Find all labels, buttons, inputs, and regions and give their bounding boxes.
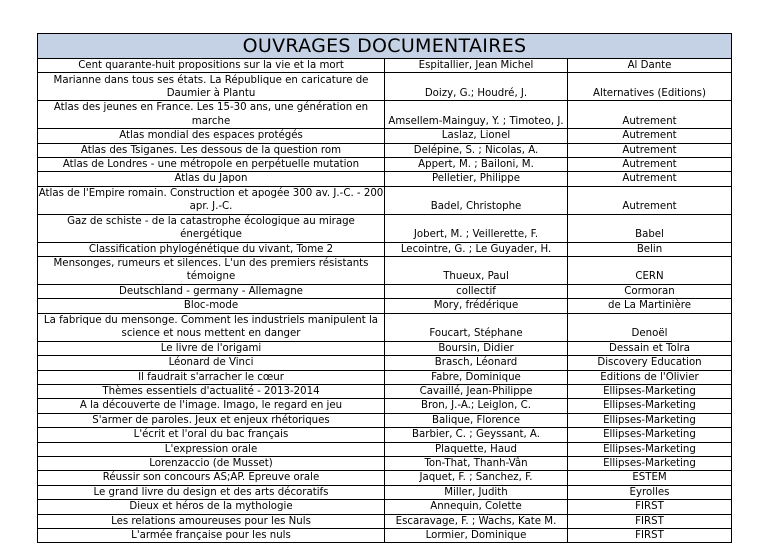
author-cell: Boursin, Didier	[385, 341, 568, 355]
book-title-cell: Atlas de Londres - une métropole en perpétuelle mutation	[38, 158, 385, 172]
table-row	[38, 456, 732, 470]
author-cell: Barbier, C. ; Geyssant, A.	[385, 428, 568, 442]
author-cell: Ton-That, Thanh-Vân	[385, 456, 568, 470]
table-row	[38, 59, 732, 73]
book-title-cell: Mensonges, rumeurs et silences. L'un des premiers résistants témoigne	[38, 257, 385, 285]
publisher-cell: Al Dante	[568, 59, 732, 73]
author-cell: Amsellem-Mainguy, Y. ; Timoteo, J.	[385, 101, 568, 129]
publisher-cell: Belin	[568, 242, 732, 256]
table-row	[38, 313, 732, 341]
book-title-cell: Atlas des Tsiganes. Les dessous de la question rom	[38, 143, 385, 157]
publisher-cell: FIRST	[568, 514, 732, 528]
table-row	[38, 186, 732, 214]
author-cell: Jaquet, F. ; Sanchez, F.	[385, 471, 568, 485]
publisher-cell: Editions de l'Olivier	[568, 370, 732, 384]
table-row	[38, 158, 732, 172]
table-row	[38, 442, 732, 456]
book-title-cell: Le grand livre du design et des arts décoratifs	[38, 485, 385, 499]
book-list-table	[37, 33, 732, 543]
table-row	[38, 500, 732, 514]
author-cell: Appert, M. ; Bailoni, M.	[385, 158, 568, 172]
book-title-cell: Classification phylogénétique du vivant, Tome 2	[38, 242, 385, 256]
table-row	[38, 384, 732, 398]
book-title-cell: Atlas de l'Empire romain. Construction et apogée 300 av. J.-C. - 200 apr. J.-C.	[38, 188, 384, 213]
publisher-cell: Discovery Education	[568, 356, 732, 370]
book-title-cell: Bloc-mode	[38, 299, 385, 313]
book-title-cell: Lorenzaccio (de Musset)	[38, 456, 385, 470]
publisher-cell: Ellipses-Marketing	[568, 399, 732, 413]
book-title-cell: L'écrit et l'oral du bac français	[38, 428, 385, 442]
publisher-cell: Autrement	[568, 172, 732, 186]
author-cell: Cavaillé, Jean-Philippe	[385, 384, 568, 398]
author-cell: Escaravage, F. ; Wachs, Kate M.	[385, 514, 568, 528]
author-cell: Thueux, Paul	[385, 257, 568, 285]
author-cell: Bron, J.-A.; Leiglon, C.	[385, 399, 568, 413]
book-title-cell: La fabrique du mensonge. Comment les industriels manipulent la science et nous mettent en danger	[38, 313, 385, 341]
publisher-cell: CERN	[568, 257, 732, 285]
book-title-cell: Cent quarante-huit propositions sur la vie et la mort	[38, 59, 385, 73]
header-row	[38, 34, 732, 59]
publisher-cell: Autrement	[568, 143, 732, 157]
publisher-cell: ESTEM	[568, 471, 732, 485]
table-row	[38, 399, 732, 413]
book-title-cell: Gaz de schiste - de la catastrophe écologique au mirage énergétique	[38, 214, 385, 242]
author-cell: Lormier, Dominique	[385, 528, 568, 542]
author-cell: Pelletier, Philippe	[385, 172, 568, 186]
book-title-cell: Les relations amoureuses pour les Nuls	[38, 514, 385, 528]
book-title-cell: Marianne dans tous ses états. La République en caricature de Daumier à Plantu	[38, 73, 385, 101]
author-cell: Plaquette, Haud	[385, 442, 568, 456]
author-cell: Lecointre, G. ; Le Guyader, H.	[385, 242, 568, 256]
book-title-cell: Deutschland - germany - Allemagne	[38, 284, 385, 298]
book-title-cell: L'armée française pour les nuls	[38, 528, 385, 542]
publisher-cell: Dessain et Tolra	[568, 341, 732, 355]
book-list-body	[38, 34, 732, 543]
publisher-cell: FIRST	[568, 500, 732, 514]
publisher-cell: Ellipses-Marketing	[568, 413, 732, 427]
author-cell: Brasch, Léonard	[385, 356, 568, 370]
table-row	[38, 413, 732, 427]
author-cell: Espitallier, Jean Michel	[385, 59, 568, 73]
publisher-cell: Ellipses-Marketing	[568, 456, 732, 470]
author-cell: Laslaz, Lionel	[385, 129, 568, 143]
book-title-cell: Réussir son concours AS;AP. Epreuve orale	[38, 471, 385, 485]
book-title-cell: Atlas des jeunes en France. Les 15-30 ans, une génération en marche	[38, 101, 385, 129]
publisher-cell: Ellipses-Marketing	[568, 384, 732, 398]
book-title-cell: Thèmes essentiels d'actualité - 2013-2014	[38, 384, 385, 398]
publisher-cell: Autrement	[568, 129, 732, 143]
publisher-cell: Babel	[568, 214, 732, 242]
author-cell: Fabre, Dominique	[385, 370, 568, 384]
sheet-title: OUVRAGES DOCUMENTAIRES	[38, 34, 732, 59]
publisher-cell: Eyrolles	[568, 485, 732, 499]
table-row	[38, 242, 732, 256]
table-row	[38, 299, 732, 313]
publisher-cell: Autrement	[568, 158, 732, 172]
table-row	[38, 428, 732, 442]
table-row	[38, 471, 732, 485]
book-title-cell: Dieux et héros de la mythologie	[38, 500, 385, 514]
publisher-cell: Cormoran	[568, 284, 732, 298]
publisher-cell: Denoël	[568, 313, 732, 341]
author-cell: Badel, Christophe	[385, 186, 568, 214]
table-row	[38, 101, 732, 129]
author-cell: Balique, Florence	[385, 413, 568, 427]
book-title-cell: Le livre de l'origami	[38, 341, 385, 355]
table-row	[38, 214, 732, 242]
author-cell: Annequin, Colette	[385, 500, 568, 514]
author-cell: Miller, Judith	[385, 485, 568, 499]
author-cell: Mory, frédérique	[385, 299, 568, 313]
table-row	[38, 172, 732, 186]
book-title-cell: S'armer de paroles. Jeux et enjeux rhétoriques	[38, 413, 385, 427]
author-cell: Doizy, G.; Houdré, J.	[385, 73, 568, 101]
table-row	[38, 528, 732, 542]
publisher-cell: Autrement	[568, 186, 732, 214]
book-title-cell: Léonard de Vinci	[38, 356, 385, 370]
book-title-cell: Atlas du Japon	[38, 172, 385, 186]
author-cell: Delépine, S. ; Nicolas, A.	[385, 143, 568, 157]
table-row	[38, 370, 732, 384]
table-row	[38, 284, 732, 298]
table-row	[38, 143, 732, 157]
book-title-cell: A la découverte de l'image. Imago, le regard en jeu	[38, 399, 385, 413]
publisher-cell: Alternatives (Editions)	[568, 73, 732, 101]
book-title-cell: L'expression orale	[38, 442, 385, 456]
author-cell: collectif	[385, 284, 568, 298]
publisher-cell: de La Martinière	[568, 299, 732, 313]
book-title-cell: Il faudrait s'arracher le cœur	[38, 370, 385, 384]
author-cell: Foucart, Stéphane	[385, 313, 568, 341]
table-row	[38, 356, 732, 370]
publisher-cell: Ellipses-Marketing	[568, 442, 732, 456]
publisher-cell: Autrement	[568, 101, 732, 129]
publisher-cell: Ellipses-Marketing	[568, 428, 732, 442]
book-title-cell: Atlas mondial des espaces protégés	[38, 129, 385, 143]
author-cell: Jobert, M. ; Veillerette, F.	[385, 214, 568, 242]
table-row	[38, 257, 732, 285]
table-row	[38, 341, 732, 355]
table-row	[38, 73, 732, 101]
table-row	[38, 485, 732, 499]
table-row	[38, 514, 732, 528]
table-row	[38, 129, 732, 143]
publisher-cell: FIRST	[568, 528, 732, 542]
